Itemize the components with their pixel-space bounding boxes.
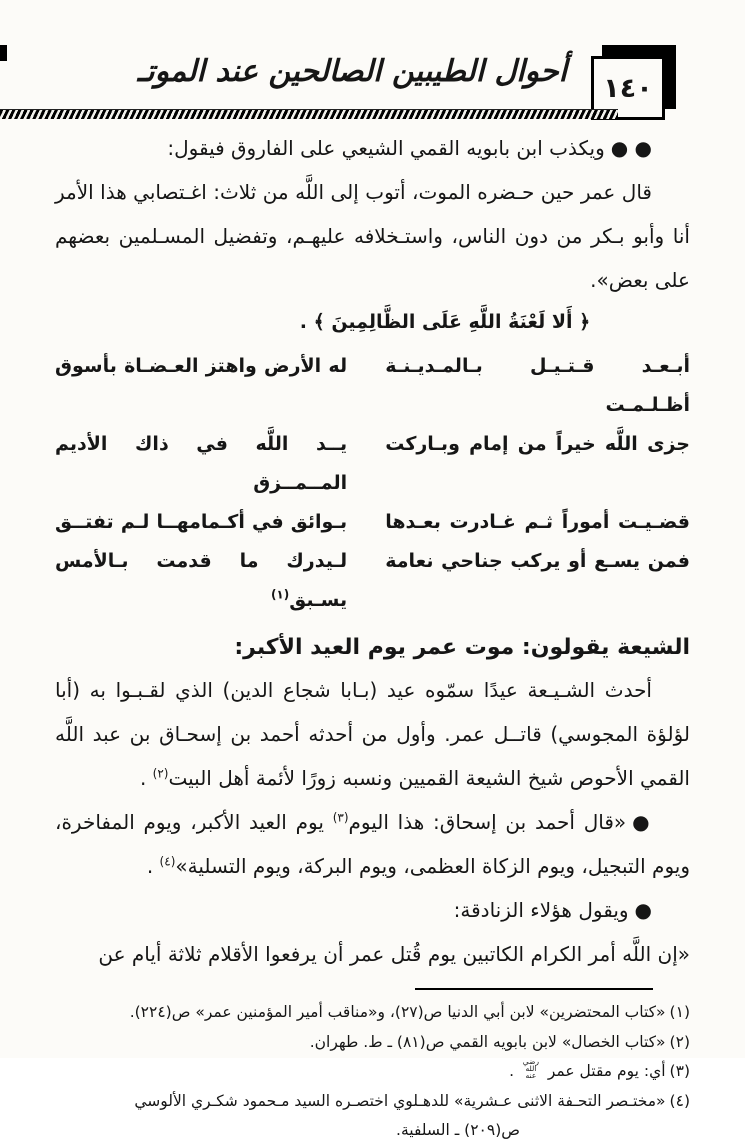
hemistich-right: فمن يسـع أو يركب جناحي نعامة bbox=[385, 550, 690, 572]
honorific-mark: رضي الله عنه bbox=[522, 1057, 540, 1080]
hemistich-left: بـوائق في أكـمامهــا لـم تفتــق bbox=[55, 511, 348, 533]
footnote-marker: (٣) bbox=[669, 1062, 690, 1080]
footnotes-section bbox=[55, 998, 690, 1146]
footnote-text: «مختـصر التحـفة الاثنى عـشرية» للدهـلوي اختصـره السيد مـحمود شكـري الألوسي bbox=[134, 1091, 666, 1110]
quote-part-a: «قال أحمد بن إسحاق: هذا اليوم bbox=[348, 810, 627, 834]
footnote bbox=[55, 1028, 690, 1058]
paragraph-ahmad-quote bbox=[55, 800, 690, 888]
footnote-text: «كتاب الخصال» لابن بابويه القمي ص(٨١) ـ ط. طهران. bbox=[309, 1032, 666, 1051]
section-heading: الشيعة يقولون: موت عمر يوم العيد الأكبر: bbox=[234, 635, 690, 660]
paragraph-eid bbox=[55, 668, 690, 800]
poetry-line bbox=[55, 347, 690, 425]
hemistich-left bbox=[55, 542, 347, 620]
paragraph-eid-text: أحدث الشـيـعة عيدًا سمّوه عيد (بـابا شجاع الدين) الذي لقـبـوا به (أبا لؤلؤة المجوسي) قاتــل عمر. وأول من أحدثه أحمد بن إسحـاق بن عبد اللَّه القمي الأحوص شيخ الشيعة القميين ونسبه زورًا لأئمة أهل البيت bbox=[55, 678, 690, 790]
book-title: أحوال الطيبين الصالحين عند الموتـ bbox=[137, 54, 567, 89]
paragraph-last-line: «إن اللَّه أمر الكرام الكاتبين يوم قُتل عمر أن يرفعوا الأقلام ثلاثة أيام عن bbox=[98, 942, 690, 966]
hemistich-right: قضـيـت أموراً ثـم غـادرت بعـدها bbox=[385, 511, 690, 533]
bullet-marker: ● bbox=[632, 810, 653, 834]
footnote-tail: . bbox=[509, 1062, 519, 1080]
poetry-line bbox=[55, 542, 690, 620]
footnote-ref-1: (١) bbox=[270, 587, 290, 602]
paragraph-intro bbox=[55, 126, 690, 170]
scan-artifact bbox=[0, 45, 7, 61]
footnote-ref-4: (٤) bbox=[159, 854, 176, 869]
footnote bbox=[55, 998, 690, 1028]
paragraph-intro-text: ويكذب ابن بابويه القمي الشيعي على الفاروق فيقول: bbox=[167, 136, 605, 160]
footnote-divider bbox=[415, 988, 653, 990]
footnote-ref-3: (٣) bbox=[332, 810, 349, 825]
footnote bbox=[55, 1087, 690, 1117]
hemistich-right: أبـعـد قـتـيـل بـالمـديـنـة أظـلـمـت bbox=[385, 355, 690, 416]
page-number: ١٤٠ bbox=[603, 72, 653, 104]
hemistich-left: له الأرض واهتز العـضـاة بأسوق bbox=[55, 355, 348, 377]
bullet-marker: ● ● bbox=[610, 136, 652, 160]
footnote-ref-2: (٢) bbox=[152, 766, 169, 781]
page-content bbox=[55, 126, 690, 1146]
quote-part-b: يوم العيد الأكبر، ويوم المفاخرة، ويوم التبجيل، ويوم الزكاة العظمى، ويوم البركة، ويوم التسلية» bbox=[55, 810, 690, 878]
bullet-marker: ● bbox=[634, 898, 652, 922]
footnote-continuation: ص(٢٠٩) ـ السلفية. bbox=[396, 1121, 520, 1139]
hemistich-left: يــد اللَّه في ذاك الأديم المــمــزق bbox=[55, 433, 348, 494]
paragraph-zanadiqa bbox=[55, 888, 690, 932]
footnote-text: «كتاب المحتضرين» لابن أبي الدنيا ص(٢٧)، و«مناقب أمير المؤمنين عمر» ص(٢٢٤). bbox=[129, 1003, 666, 1021]
hemistich-right: جزى اللَّه خيراً من إمام وبـاركت bbox=[385, 433, 690, 455]
poetry-line bbox=[55, 425, 690, 503]
hemistich-left-text: لـيدرك ما قدمت بـالأمس يسـبق bbox=[55, 550, 348, 611]
footnote-marker: (١) bbox=[669, 1003, 690, 1021]
paragraph-eid-tail: . bbox=[139, 766, 153, 790]
quote-tail: . bbox=[146, 854, 160, 878]
quran-verse: ﴿ أَلا لَعْنَةُ اللَّهِ عَلَى الظَّالِمِينَ ﴾ . bbox=[299, 311, 591, 333]
footnote-marker: (٢) bbox=[669, 1032, 690, 1051]
footnote-marker: (٤) bbox=[669, 1091, 690, 1110]
poetry-block bbox=[55, 347, 690, 620]
paragraph-zanadiqa-text: ويقول هؤلاء الزنادقة: bbox=[453, 898, 629, 922]
footnote bbox=[55, 1057, 690, 1087]
footnote-text: أي: يوم مقتل عمر bbox=[547, 1062, 666, 1080]
paragraph-umar-quote: قال عمر حين حـضره الموت، أتوب إلى اللَّه من ثلاث: اغـتصابي هذا الأمر أنا وأبو بـكر من دون الناس، واستـخلافه عليهـم، وتفضيل المسـلمين بعضهم على بعض». bbox=[55, 180, 690, 292]
header-rule bbox=[0, 109, 618, 119]
poetry-line bbox=[55, 503, 690, 542]
